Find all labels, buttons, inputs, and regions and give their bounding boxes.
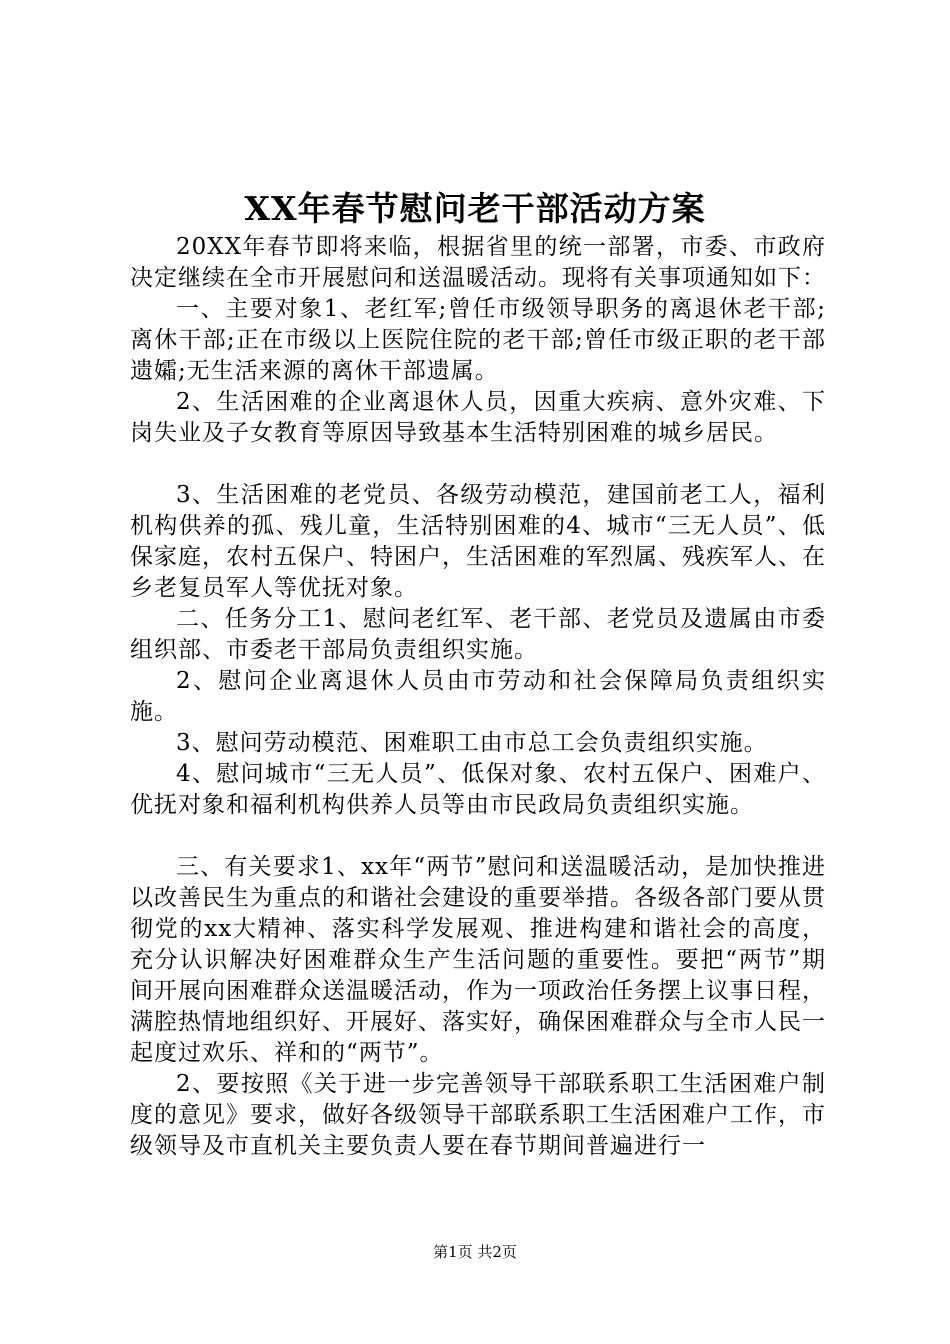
paragraph-section-3-item-2: 2、要按照《关于进一步完善领导干部联系职工生活困难户制度的意见》要求，做好各级领导干部联系职工生活困难户工作，市级领导及市直机关主要负责人要在春节期间普遍进行一 (130, 1071, 826, 1159)
paragraph-section-3-item-1: 三、有关要求1、xx年“两节”慰问和送温暖活动，是加快推进以改善民生为重点的和谐社会建设的重要举措。各级各部门要从贯彻党的xx大精神、落实科学发展观、推进构建和谐社会的高度，充分认识解决好困难群众生产生活问题的重要性。要把“两节”期间开展向困难群众送温暖活动，作为一项政治任务摆上议事日程，满腔热情地组织好、开展好、落实好，确保困难群众与全市人民一起度过欢乐、祥和的“两节”。 (130, 854, 826, 1066)
paragraph-gap (130, 449, 826, 480)
page-number-footer: 第1页 共2页 (433, 1243, 517, 1261)
paragraph-section-1-item-2: 2、生活困难的企业离退休人员，因重大疾病、意外灾难、下岗失业及子女教育等原因导致基本生活特别困难的城乡居民。 (130, 389, 826, 446)
document-title: XX年春节慰问老干部活动方案 (244, 189, 706, 228)
paragraph-section-1-item-3: 3、生活困难的老党员、各级劳动模范，建国前老工人，福利机构供养的孤、残儿童，生活特别困难的4、城市“三无人员”、低保家庭，农村五保户、特困户，生活困难的军烈属、残疾军人、在乡老复员军人等优抚对象。 (130, 482, 826, 601)
paragraph-gap (130, 821, 826, 852)
paragraph-section-2-item-1: 二、任务分工1、慰问老红军、老干部、老党员及遗属由市委组织部、市委老干部局负责组织实施。 (130, 606, 826, 663)
paragraph-section-2-item-4: 4、慰问城市“三无人员”、低保对象、农村五保户、困难户、优抚对象和福利机构供养人员等由市民政局负责组织实施。 (130, 761, 826, 818)
paragraph-intro: 20XX年春节即将来临，根据省里的统一部署，市委、市政府决定继续在全市开展慰问和送温暖活动。现将有关事项通知如下： (130, 234, 826, 291)
paragraph-section-2-item-3: 3、慰问劳动模范、困难职工由市总工会负责组织实施。 (176, 730, 768, 756)
paragraph-section-2-item-2: 2、慰问企业离退休人员由市劳动和社会保障局负责组织实施。 (130, 668, 826, 725)
paragraph-section-1-item-1: 一、主要对象1、老红军;曾任市级领导职务的离退休老干部;离休干部;正在市级以上医院住院的老干部;曾任市级正职的老干部遗孀;无生活来源的离休干部遗属。 (130, 296, 826, 384)
document-body (130, 232, 826, 1162)
